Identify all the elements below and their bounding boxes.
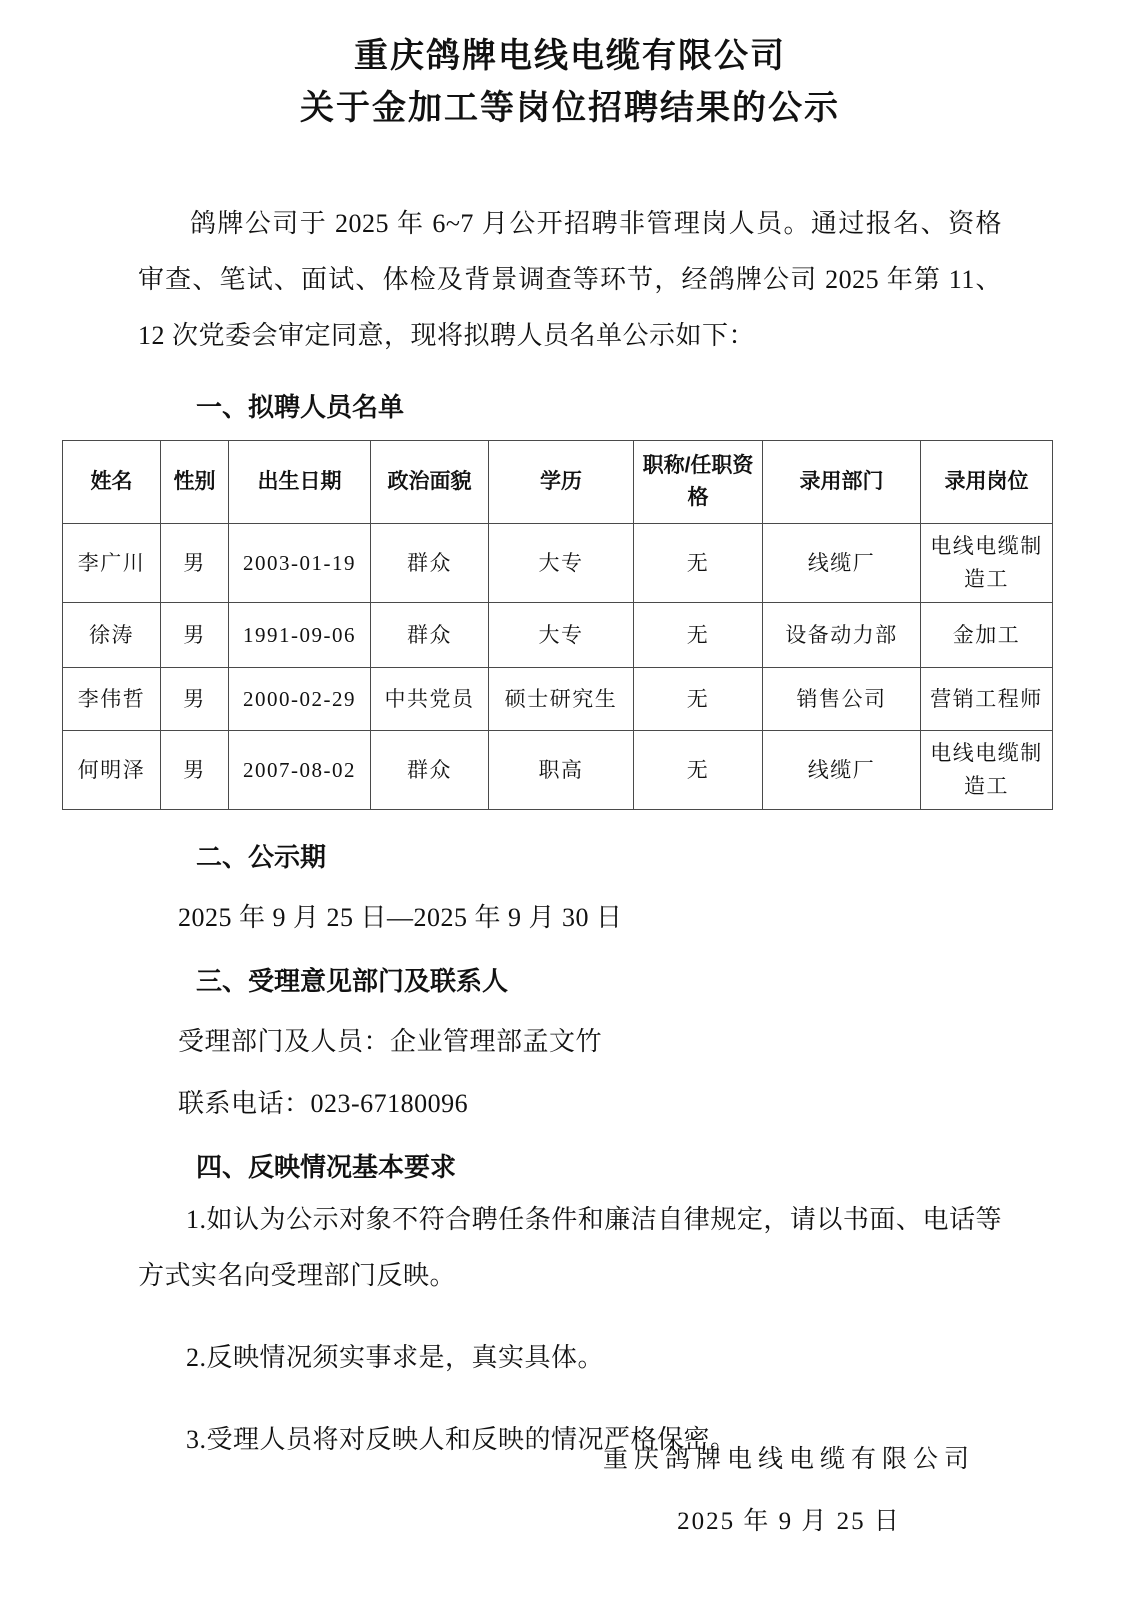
cell-hiring-department: 设备动力部	[763, 603, 921, 668]
cell-political-status: 群众	[371, 603, 489, 668]
table-row	[63, 731, 1053, 810]
recruitment-table	[62, 440, 1053, 810]
cell-education: 大专	[489, 524, 634, 603]
cell-title-qualification: 无	[634, 668, 763, 731]
signature-company: 重庆鸽牌电线电缆有限公司	[602, 1446, 975, 1473]
contact-department: 受理部门及人员：企业管理部孟文竹	[178, 1027, 603, 1056]
cell-hiring-post: 电线电缆制造工	[921, 731, 1053, 810]
document-body	[0, 196, 1140, 424]
cell-education: 硕士研究生	[489, 668, 634, 731]
cell-name: 李广川	[63, 524, 161, 603]
table-row	[63, 668, 1053, 731]
cell-education: 大专	[489, 603, 634, 668]
table-header-row	[63, 441, 1053, 524]
document-body-lower	[0, 840, 1140, 1468]
table-row	[63, 603, 1053, 668]
requirement-item-1: 1.如认为公示对象不符合聘任条件和廉洁自律规定，请以书面、电话等方式实名向受理部门反映。	[138, 1205, 1002, 1290]
cell-hiring-post: 电线电缆制造工	[921, 524, 1053, 603]
document-title	[0, 0, 1140, 134]
header-name: 姓名	[63, 441, 161, 524]
section-heading-requirements: 四、反映情况基本要求	[196, 1152, 457, 1182]
cell-education: 职高	[489, 731, 634, 810]
header-birthdate: 出生日期	[229, 441, 371, 524]
cell-name: 徐涛	[63, 603, 161, 668]
cell-sex: 男	[161, 731, 229, 810]
cell-political-status: 群众	[371, 524, 489, 603]
cell-name: 何明泽	[63, 731, 161, 810]
cell-hiring-department: 线缆厂	[763, 731, 921, 810]
contact-phone: 联系电话：023-67180096	[178, 1089, 469, 1118]
cell-sex: 男	[161, 603, 229, 668]
cell-title-qualification: 无	[634, 524, 763, 603]
cell-political-status: 中共党员	[371, 668, 489, 731]
header-education: 学历	[489, 441, 634, 524]
header-hiring-post: 录用岗位	[921, 441, 1053, 524]
header-title-qualification: 职称/任职资格	[634, 441, 763, 524]
cell-birthdate: 2000-02-29	[229, 668, 371, 731]
cell-sex: 男	[161, 668, 229, 731]
publicity-period: 2025 年 9 月 25 日—2025 年 9 月 30 日	[178, 903, 623, 932]
table-row	[63, 524, 1053, 603]
cell-sex: 男	[161, 524, 229, 603]
cell-hiring-post: 金加工	[921, 603, 1053, 668]
title-line-2: 关于金加工等岗位招聘结果的公示	[300, 89, 840, 127]
header-hiring-department: 录用部门	[763, 441, 921, 524]
header-political-status: 政治面貌	[371, 441, 489, 524]
cell-name: 李伟哲	[63, 668, 161, 731]
section-heading-contact: 三、受理意见部门及联系人	[196, 966, 509, 996]
requirement-item-2: 2.反映情况须实事求是，真实具体。	[186, 1343, 605, 1372]
title-line-1: 重庆鸽牌电线电缆有限公司	[354, 37, 786, 75]
intro-paragraph: 鸽牌公司于 2025 年 6~7 月公开招聘非管理岗人员。通过报名、资格审查、笔试、面试、体检及背景调查等环节，经鸽牌公司 2025 年第 11、12 次党委会审定同意，现将拟聘人员名单公示如下：	[138, 209, 1002, 350]
cell-birthdate: 2003-01-19	[229, 524, 371, 603]
cell-hiring-post: 营销工程师	[921, 668, 1053, 731]
cell-title-qualification: 无	[634, 731, 763, 810]
cell-birthdate: 1991-09-06	[229, 603, 371, 668]
section-heading-roster: 一、拟聘人员名单	[196, 392, 405, 422]
header-sex: 性别	[161, 441, 229, 524]
cell-birthdate: 2007-08-02	[229, 731, 371, 810]
requirement-item-3: 3.受理人员将对反映人和反映的情况严格保密。	[186, 1425, 737, 1454]
cell-hiring-department: 线缆厂	[763, 524, 921, 603]
cell-hiring-department: 销售公司	[763, 668, 921, 731]
signature-date: 2025 年 9 月 25 日	[677, 1508, 901, 1535]
cell-political-status: 群众	[371, 731, 489, 810]
signature-block	[603, 1440, 975, 1542]
cell-title-qualification: 无	[634, 603, 763, 668]
section-heading-publicity-period: 二、公示期	[196, 842, 327, 872]
